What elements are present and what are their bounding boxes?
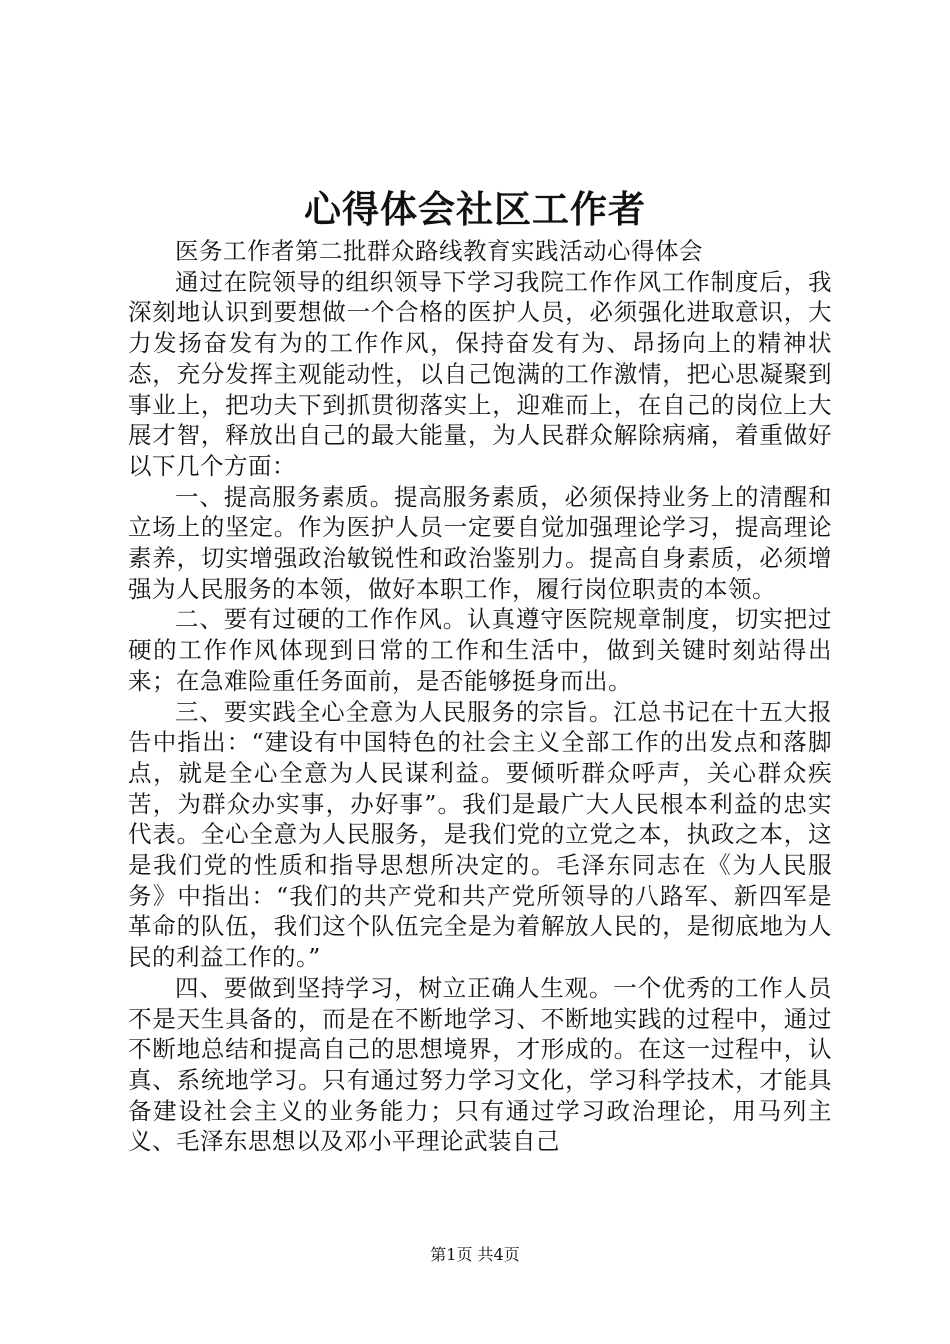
section-three-paragraph: 三、要实践全心全意为人民服务的宗旨。江总书记在十五大报告中指出：“建设有中国特色的社会主义全部工作的出发点和落脚点，就是全心全意为人民谋利益。要倾听群众呼声，关心群众疾苦，为群众办实事，办好事”。我们是最广大人民根本利益的忠实代表。全心全意为人民服务，是我们党的立党之本，执政之本，这是我们党的性质和指导思想所决定的。毛泽东同志在《为人民服务》中指出：“我们的共产党和共产党所领导的八路军、新四军是革命的队伍，我们这个队伍完全是为着解放人民的，是彻底地为人民的利益工作的。” xyxy=(128,697,832,972)
intro-paragraph: 通过在院领导的组织领导下学习我院工作作风工作制度后，我深刻地认识到要想做一个合格的医护人员，必须强化进取意识，大力发扬奋发有为的工作作风，保持奋发有为、昂扬向上的精神状态，充分发挥主观能动性，以自己饱满的工作激情，把心思凝聚到事业上，把功夫下到抓贯彻落实上，迎难而上，在自己的岗位上大展才智，释放出自己的最大能量，为人民群众解除病痛，着重做好以下几个方面： xyxy=(128,267,832,480)
subtitle-paragraph: 医务工作者第二批群众路线教育实践活动心得体会 xyxy=(175,237,703,265)
section-four-paragraph: 四、要做到坚持学习，树立正确人生观。一个优秀的工作人员不是天生具备的，而是在不断地学习、不断地实践的过程中，通过不断地总结和提高自己的思想境界，才形成的。在这一过程中，认真、系统地学习。只有通过努力学习文化，学习科学技术，才能具备建设社会主义的业务能力；只有通过学习政治理论，用马列主义、毛泽东思想以及邓小平理论武装自己 xyxy=(128,973,832,1156)
document-body xyxy=(128,236,832,1157)
page-footer: 第1页 共4页 xyxy=(430,1245,520,1264)
section-one-paragraph: 一、提高服务素质。提高服务素质，必须保持业务上的清醒和立场上的坚定。作为医护人员一定要自觉加强理论学习，提高理论素养，切实增强政治敏锐性和政治鉴别力。提高自身素质，必须增强为人民服务的本领，做好本职工作，履行岗位职责的本领。 xyxy=(128,482,832,603)
document-title: 心得体会社区工作者 xyxy=(304,187,646,231)
section-two-paragraph: 二、要有过硬的工作作风。认真遵守医院规章制度，切实把过硬的工作作风体现到日常的工作和生活中，做到关键时刻站得出来；在急难险重任务面前，是否能够挺身而出。 xyxy=(128,605,832,695)
